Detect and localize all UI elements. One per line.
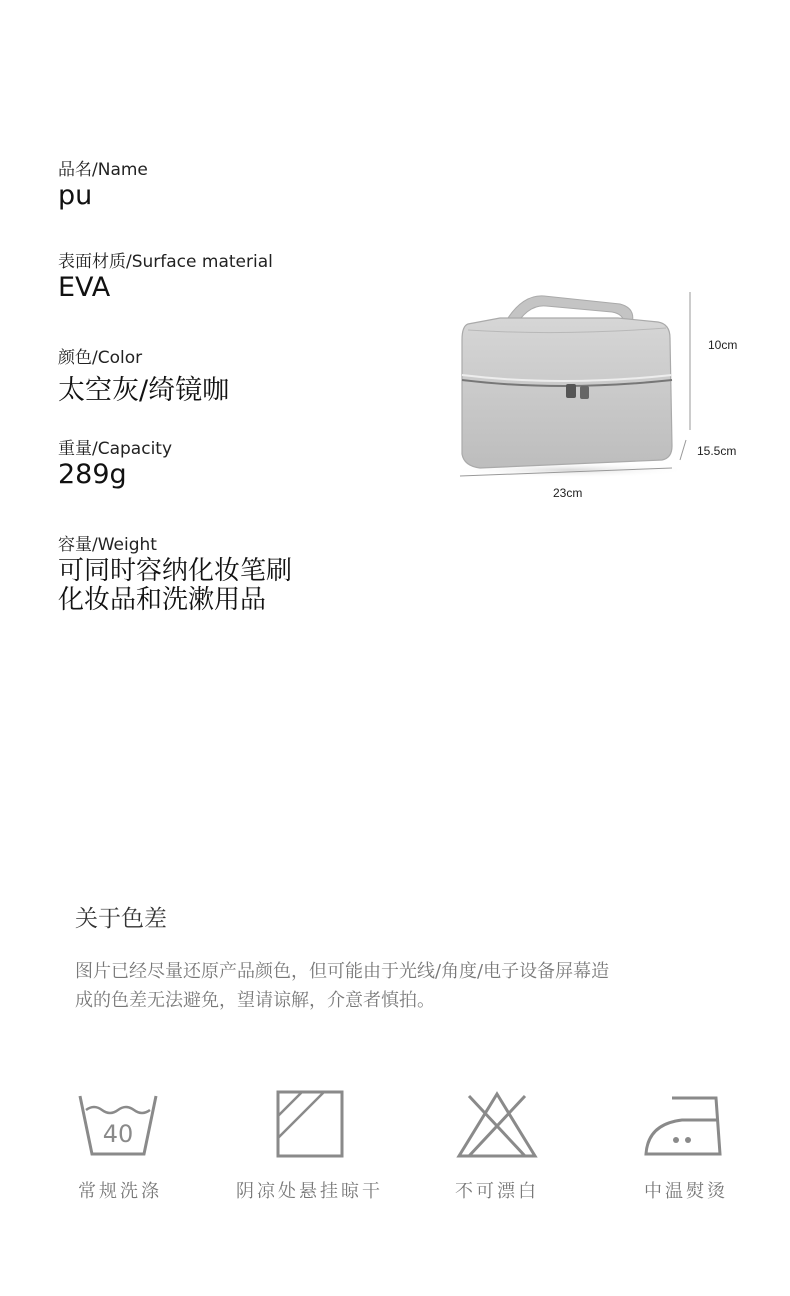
- width-dimension-label: 23cm: [553, 486, 583, 500]
- wash-40-icon: [78, 1090, 158, 1160]
- surface-material-value: EVA: [58, 272, 111, 303]
- height-dimension-label: 10cm: [708, 338, 738, 352]
- color-disclaimer-text: [75, 957, 725, 1015]
- care-label-medium-iron: 中温熨烫: [644, 1181, 728, 1202]
- capacity-value: 289g: [58, 459, 127, 490]
- line-dry-shade-icon: [276, 1090, 344, 1158]
- color-disclaimer-title: 关于色差: [75, 906, 167, 932]
- name-value: pu: [58, 180, 93, 211]
- iron-medium-icon: [642, 1090, 726, 1160]
- product-image: [440, 280, 760, 510]
- capacity-label: 重量/Capacity: [58, 439, 173, 459]
- weight-value-line-2: 化妆品和洗漱用品: [58, 585, 267, 615]
- color-label: 颜色/Color: [58, 348, 143, 368]
- weight-value: [58, 557, 292, 615]
- depth-dimension-label: 15.5cm: [697, 444, 737, 458]
- name-label: 品名/Name: [58, 160, 148, 180]
- color-value: 太空灰/绮镜咖: [58, 375, 230, 406]
- care-label-regular-wash: 常规洗涤: [78, 1181, 162, 1202]
- surface-material-label: 表面材质/Surface material: [58, 252, 273, 272]
- svg-text:40: 40: [102, 1120, 134, 1148]
- weight-label: 容量/Weight: [58, 535, 157, 555]
- color-disclaimer-line-2: 成的色差无法避免，望请谅解，介意者慎拍。: [75, 990, 435, 1011]
- no-bleach-icon: [455, 1090, 539, 1160]
- weight-value-line-1: 可同时容纳化妆笔刷: [58, 556, 293, 586]
- color-disclaimer-line-1: 图片已经尽量还原产品颜色，但可能由于光线/角度/电子设备屏幕造: [75, 961, 610, 982]
- care-label-no-bleach: 不可漂白: [455, 1181, 539, 1202]
- care-label-shade-dry: 阴凉处悬挂晾干: [236, 1181, 383, 1202]
